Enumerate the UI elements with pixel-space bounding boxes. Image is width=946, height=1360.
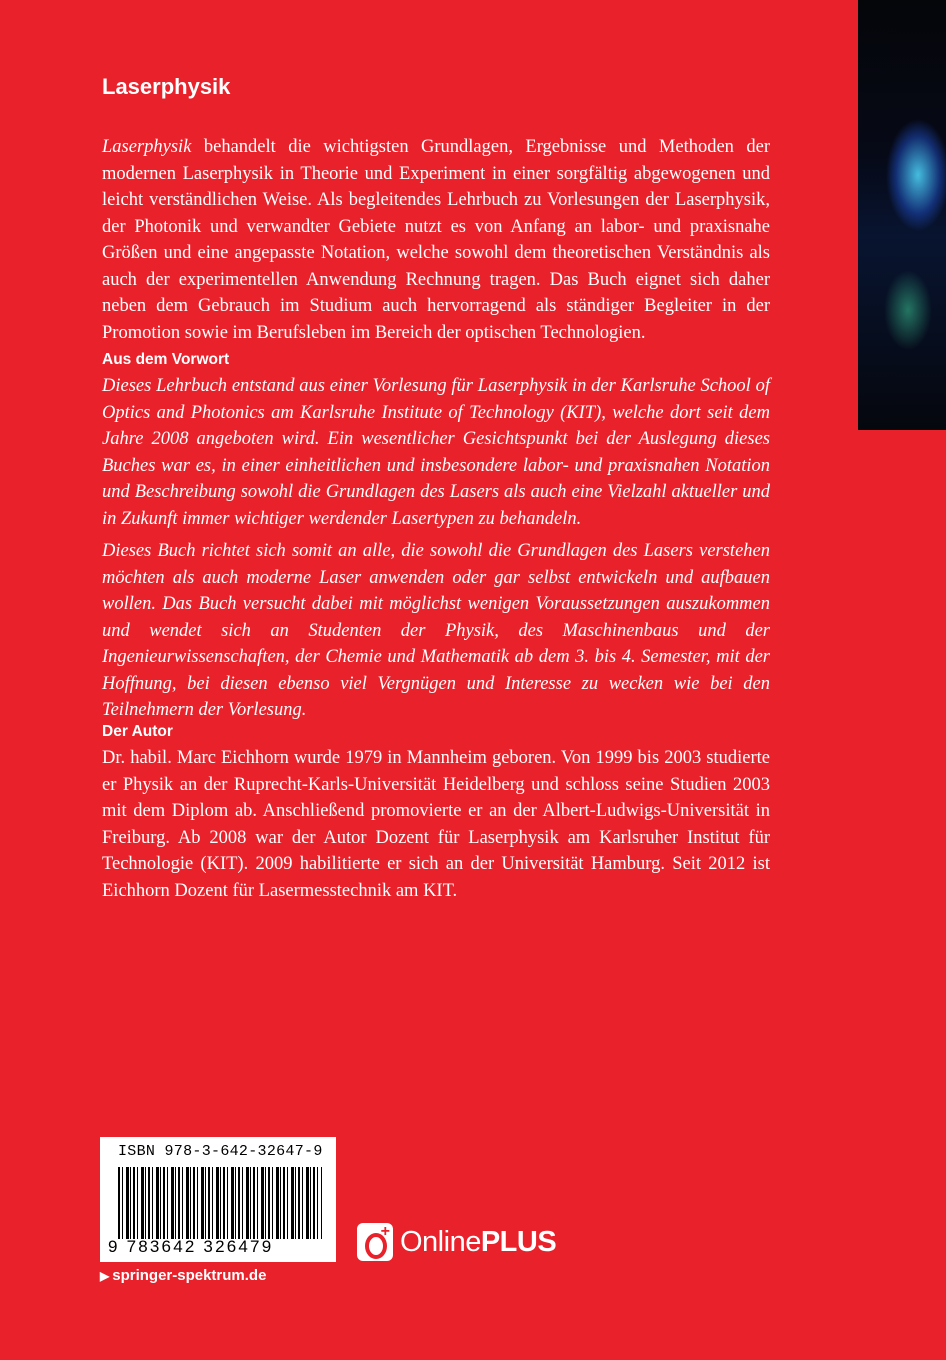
online-plus-logo xyxy=(357,1222,556,1262)
arrow-right-icon: ▶ xyxy=(100,1269,110,1283)
intro-italic-lead: Laserphysik xyxy=(102,137,192,157)
isbn-number: ISBN 978-3-642-32647-9 xyxy=(118,1143,323,1160)
intro-paragraph xyxy=(102,134,770,346)
intro-body: behandelt die wichtigsten Grundlagen, Ergebnisse und Methoden der modernen Laserphysik in Theorie und Experiment in einer sorgfältig abgewogenen und leicht verständlichen Weise. Als begleitendes Lehrbuch zu Vorlesungen der Laserphysik, der Photonik und verwandter Gebiete nutzt es von Anfang an labor- und praxisnahe Größen und eine angepasste Notation, welche sowohl dem theoretischen Verständnis als auch der experimentellen Anwendung Rechnung tragen. Das Buch eignet sich daher neben dem Gebrauch im Studium auch hervorragend als ständiger Begleiter in der Promotion sowie im Berufsleben im Bereich der optischen Technologien. xyxy=(102,137,770,343)
barcode-bars xyxy=(118,1167,322,1239)
barcode-digits: 9 783642 326479 xyxy=(108,1237,274,1256)
author-heading: Der Autor xyxy=(102,723,173,740)
online-plus-bold: PLUS xyxy=(480,1225,557,1258)
foreword-paragraph-2: Dieses Buch richtet sich somit an alle, die sowohl die Grundlagen des Lasers verstehen möchten als auch moderne Laser anwenden oder gar selbst entwickeln und aufbauen wollen. Das Buch versucht dabei mit möglichst wenigen Voraussetzungen auszukommen und wendet sich an Studenten der Physik, des Maschinenbaus und der Ingenieurwissenschaften, der Chemie und Mathematik ab dem 3. bis 4. Semester, mit der Hoffnung, bei diesen ebenso viel Vergnügen und Interesse zu wecken wie bei den Teilnehmern der Vorlesung. xyxy=(102,541,770,720)
cover-photo-strip xyxy=(858,0,946,430)
online-plus-text xyxy=(400,1226,556,1259)
online-plus-icon: + xyxy=(357,1223,393,1261)
website-label: springer-spektrum.de xyxy=(112,1267,267,1284)
book-title: Laserphysik xyxy=(102,74,231,99)
foreword-heading: Aus dem Vorwort xyxy=(102,351,230,368)
foreword-paragraph-1: Dieses Lehrbuch entstand aus einer Vorlesung für Laserphysik in der Karlsruhe School of Optics and Photonics am Karlsruhe Institute of Technology (KIT), welche dort seit dem Jahre 2008 angeboten wird. Ein wesentlicher Gesichtspunkt bei der Auslegung dieses Buches war es, in einer einheitlichen und insbesondere labor- und praxisnahen Notation und Beschreibung sowohl die Grundlagen des Lasers als auch eine Vielzahl aktueller und in Zukunft immer wichtiger werdender Lasertypen zu behandeln. xyxy=(102,376,770,529)
online-plus-regular: Online xyxy=(400,1225,481,1258)
author-paragraph: Dr. habil. Marc Eichhorn wurde 1979 in Mannheim geboren. Von 1999 bis 2003 studierte er Physik an der Ruprecht-Karls-Universität Heidelberg und schloss seine Studien 2003 mit dem Diplom ab. Anschließend promovierte er an der Albert-Ludwigs-Universität in Freiburg. Ab 2008 war der Autor Dozent für Laserphysik am Karlsruher Institut für Technologie (KIT). 2009 habilitierte er sich an der Universität Hamburg. Seit 2012 ist Eichhorn Dozent für Lasermesstechnik am KIT. xyxy=(102,748,770,901)
publisher-website[interactable] xyxy=(100,1267,266,1284)
isbn-barcode xyxy=(100,1137,336,1262)
